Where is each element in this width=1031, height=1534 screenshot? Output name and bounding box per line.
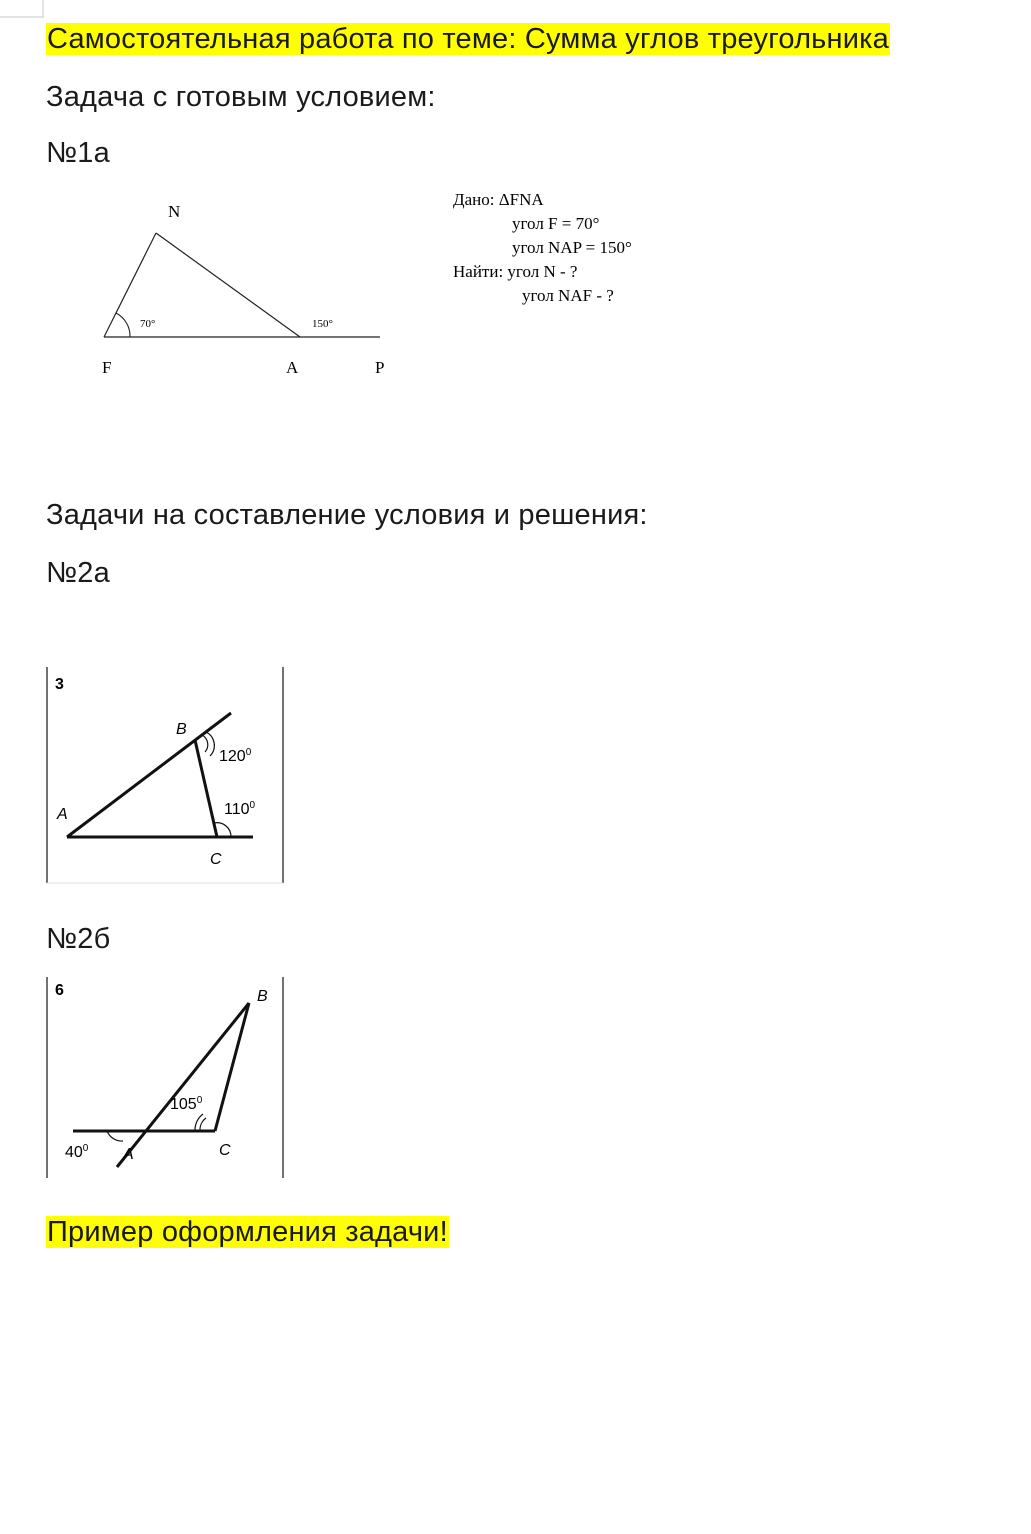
angle-C-value: $105^0$	[170, 1095, 203, 1113]
find-line-1: Найти: угол N - ?	[453, 262, 578, 281]
given-line-3: угол NAP = 150°	[512, 238, 632, 257]
point-P-label: P	[375, 358, 385, 377]
figure-2a-diagram	[45, 665, 287, 885]
page-corner-mark	[0, 0, 44, 18]
task-1a-label: №1а	[46, 137, 110, 169]
angle-B-arc-1	[202, 735, 208, 752]
side-NA	[156, 233, 300, 337]
figure-1a-given-block	[450, 188, 690, 308]
given-line-2: угол F = 70°	[512, 214, 600, 233]
example-note-highlight: Пример оформления задачи!	[47, 1216, 448, 1248]
title-highlight: Самостоятельная работа по теме: Сумма углов треугольника	[47, 23, 889, 55]
figure-2b-diagram	[45, 975, 287, 1180]
vertex-A-label: A	[123, 1146, 134, 1163]
angle-C-arc-1	[200, 1118, 206, 1131]
task-2a-label: №2а	[46, 557, 110, 589]
vertex-B-label: B	[176, 721, 187, 738]
vertex-B-label: B	[257, 988, 268, 1005]
figure-number: 3	[55, 676, 64, 693]
angle-C-value: $110^0$	[224, 800, 256, 818]
angle-F-value: 70°	[140, 318, 156, 330]
side-BC	[195, 740, 217, 837]
section-compose-heading: Задачи на составление условия и решения:	[46, 499, 648, 531]
document-title	[46, 19, 890, 59]
figure-number: 6	[55, 982, 64, 999]
angle-A-value: $40^0$	[65, 1143, 89, 1161]
vertex-A-label: A	[286, 358, 299, 377]
vertex-N-label: N	[168, 202, 181, 221]
figure-1a-diagram	[90, 195, 410, 385]
vertex-A-label: A	[57, 806, 68, 823]
angle-A-arc	[107, 1131, 123, 1141]
example-note	[46, 1212, 449, 1252]
section-ready-heading: Задача с готовым условием:	[46, 81, 436, 113]
vertex-C-label: C	[210, 851, 222, 868]
vertex-C-label: C	[219, 1142, 231, 1159]
vertex-F-label: F	[102, 358, 112, 377]
angle-F-arc	[116, 313, 130, 337]
angle-A-value: 150°	[312, 318, 333, 330]
given-line-1: Дано: ΔFNA	[453, 190, 544, 209]
angle-B-value: $120^0$	[219, 747, 252, 765]
find-line-2: угол NAF - ?	[522, 286, 614, 305]
task-2b-label: №2б	[46, 923, 111, 955]
